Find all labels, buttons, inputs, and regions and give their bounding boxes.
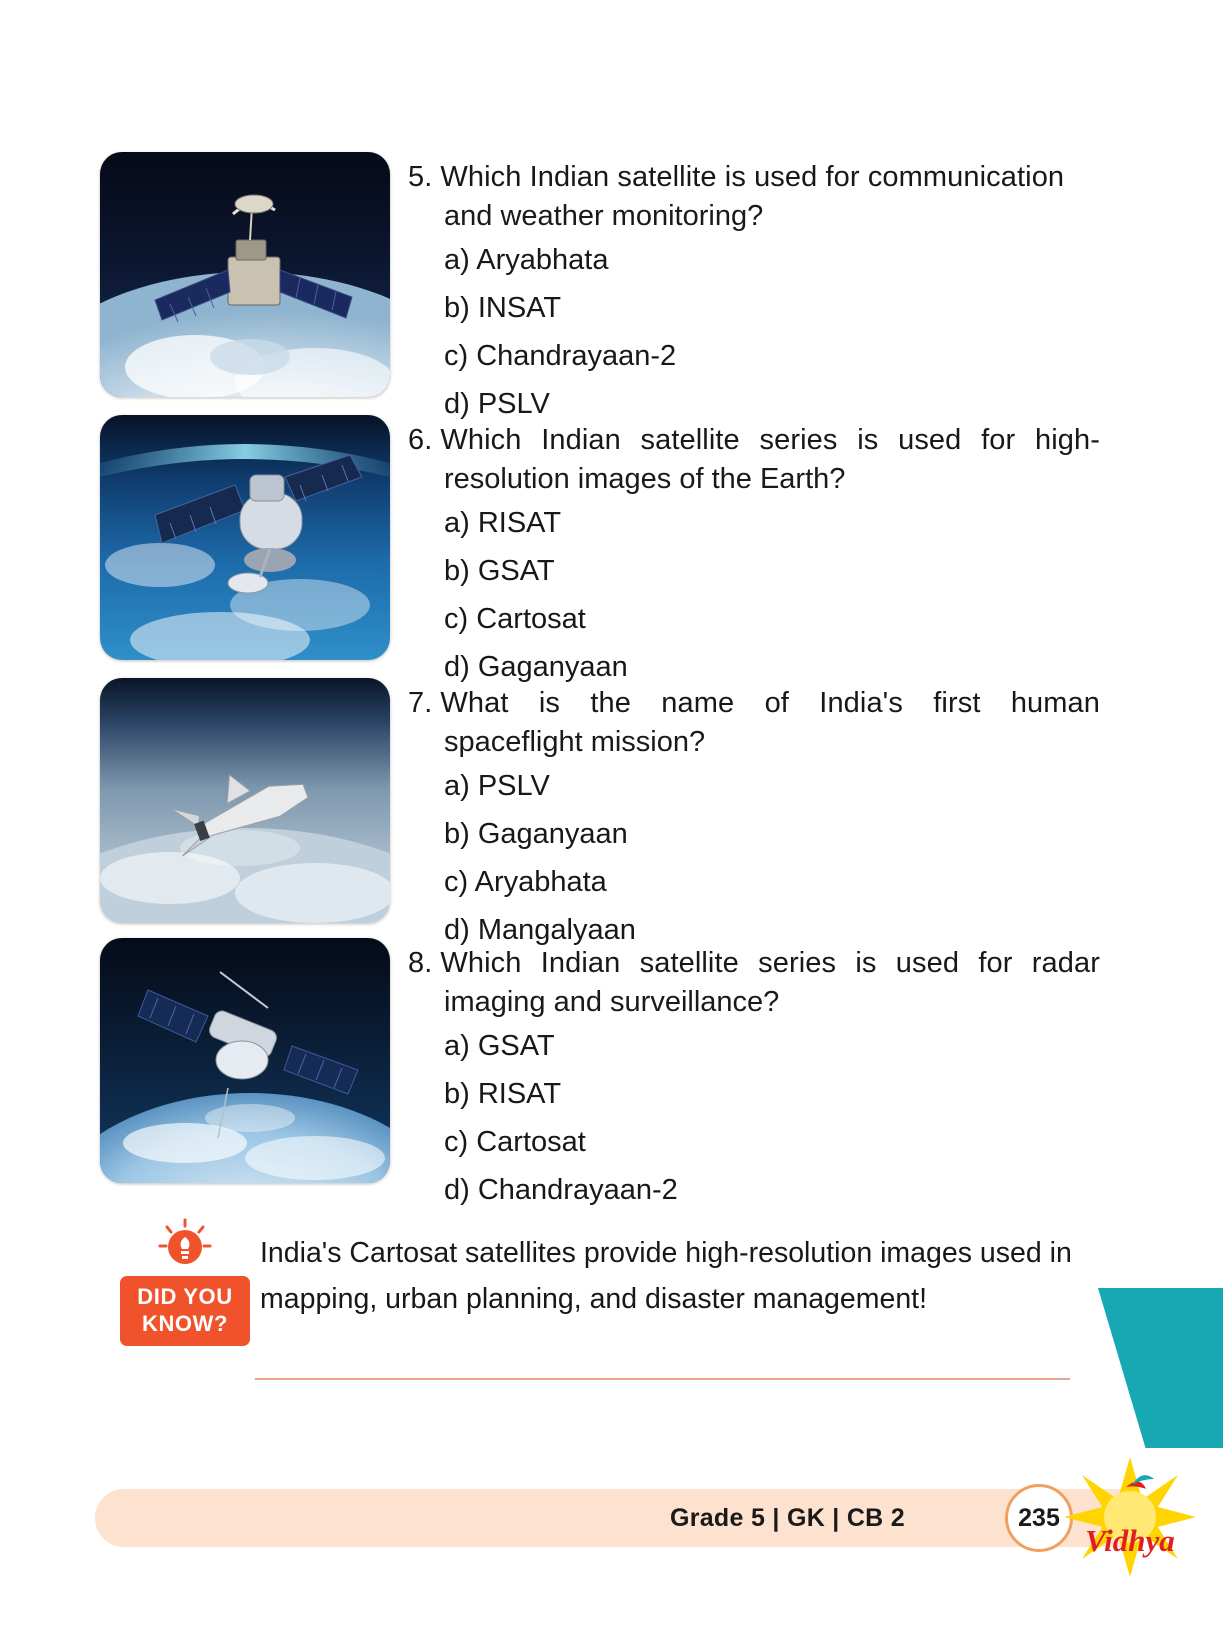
question-block-6 xyxy=(100,415,1100,691)
option-b-8[interactable]: b) RISAT xyxy=(444,1078,562,1110)
question-line2-8: imaging and surveillance? xyxy=(444,986,780,1018)
question-line1-8: Which Indian satellite series is used for radar xyxy=(440,947,1100,979)
question-image-6 xyxy=(100,415,390,660)
did-you-know-label xyxy=(120,1276,250,1346)
page-number: 235 xyxy=(1005,1484,1073,1552)
question-number-6: 6. xyxy=(408,424,433,456)
did-you-know-label-line1: DID YOU xyxy=(137,1284,233,1309)
question-line2-6: resolution images of the Earth? xyxy=(444,463,846,495)
question-image-7 xyxy=(100,678,390,923)
option-c-7[interactable]: c) Aryabhata xyxy=(444,866,607,898)
option-c-8[interactable]: c) Cartosat xyxy=(444,1126,586,1158)
vidhya-logo xyxy=(1055,1455,1205,1585)
question-line2-7: spaceflight mission? xyxy=(444,726,706,758)
option-c-6[interactable]: c) Cartosat xyxy=(444,603,586,635)
question-number-8: 8. xyxy=(408,947,433,979)
did-you-know-callout xyxy=(100,1218,1100,1368)
question-line1-5: Which Indian satellite is used for communication xyxy=(440,161,1065,193)
lightbulb-icon xyxy=(158,1218,212,1272)
did-you-know-text: India's Cartosat satellites provide high-resolution images used in mapping, urban planning, and disaster management! xyxy=(260,1237,1072,1315)
did-you-know-label-line2: KNOW? xyxy=(141,1311,229,1336)
logo-text: Vidhya xyxy=(1085,1523,1175,1558)
question-text-8 xyxy=(408,938,1100,1214)
question-image-8 xyxy=(100,938,390,1183)
question-line1-6: Which Indian satellite series is used for high- xyxy=(440,424,1100,456)
option-c-5[interactable]: c) Chandrayaan-2 xyxy=(444,340,677,372)
question-block-5 xyxy=(100,152,1100,428)
option-a-7[interactable]: a) PSLV xyxy=(444,770,550,802)
question-line2-5: and weather monitoring? xyxy=(444,200,764,232)
question-block-8 xyxy=(100,938,1100,1214)
question-number-5: 5. xyxy=(408,161,433,193)
did-you-know-badge xyxy=(120,1218,250,1346)
option-d-5[interactable]: d) PSLV xyxy=(444,388,550,420)
option-a-6[interactable]: a) RISAT xyxy=(444,507,562,539)
question-block-7 xyxy=(100,678,1100,954)
question-image-5 xyxy=(100,152,390,397)
option-a-5[interactable]: a) Aryabhata xyxy=(444,244,609,276)
teal-corner-decoration xyxy=(1098,1288,1223,1448)
option-d-8[interactable]: d) Chandrayaan-2 xyxy=(444,1174,678,1206)
question-text-7 xyxy=(408,678,1100,954)
question-text-5 xyxy=(408,152,1100,428)
option-b-7[interactable]: b) Gaganyaan xyxy=(444,818,628,850)
footer-band xyxy=(95,1489,1130,1547)
question-line1-7: What is the name of India's first human xyxy=(440,687,1100,719)
option-b-6[interactable]: b) GSAT xyxy=(444,555,555,587)
option-d-6[interactable]: d) Gaganyaan xyxy=(444,651,628,683)
option-d-7[interactable]: d) Mangalyaan xyxy=(444,914,636,946)
question-number-7: 7. xyxy=(408,687,433,719)
divider xyxy=(255,1378,1070,1380)
footer-text: Grade 5 | GK | CB 2 xyxy=(669,1503,905,1532)
question-text-6 xyxy=(408,415,1100,691)
option-a-8[interactable]: a) GSAT xyxy=(444,1030,555,1062)
option-b-5[interactable]: b) INSAT xyxy=(444,292,562,324)
